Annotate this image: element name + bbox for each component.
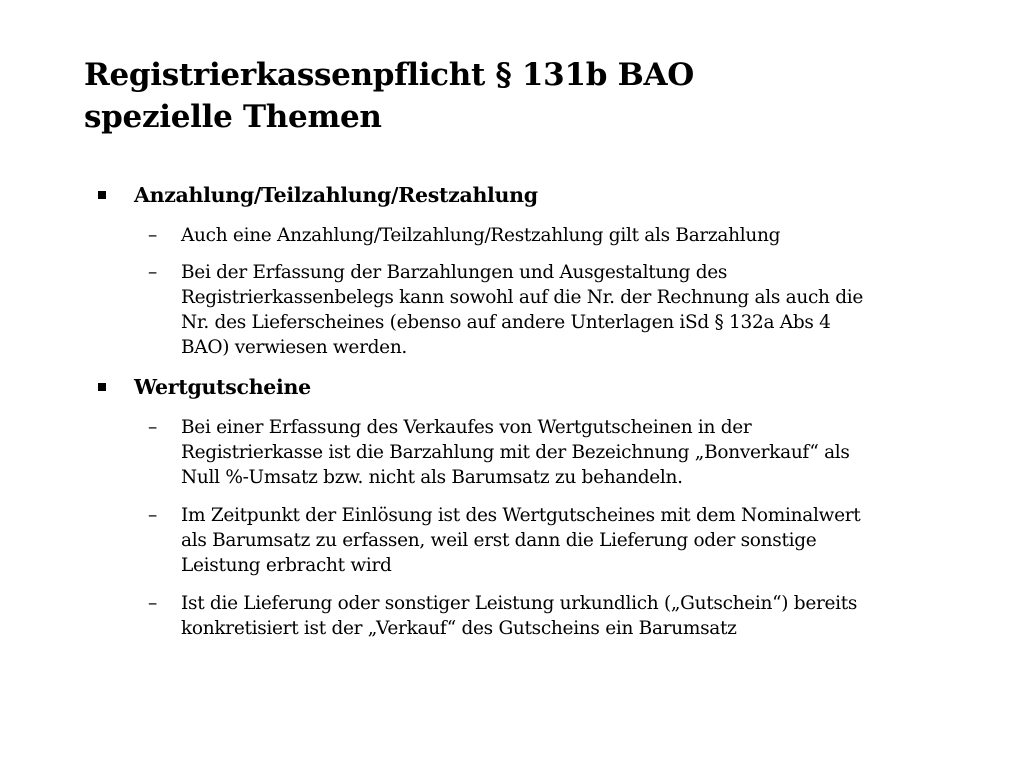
sub-item-line: Bei der Erfassung der Barzahlungen und Ausgestaltung des — [181, 262, 728, 283]
section-heading-text: Wertgutscheine — [134, 375, 311, 399]
slide-content — [98, 180, 978, 641]
slide-title — [84, 54, 694, 138]
sub-item-line: Leistung erbracht wird — [181, 555, 392, 576]
section-wertgutscheine — [98, 372, 978, 641]
dash-bullet-icon: – — [148, 593, 157, 614]
sub-item — [98, 591, 978, 641]
sub-item-line: Auch eine Anzahlung/Teilzahlung/Restzahlung gilt als Barzahlung — [181, 225, 781, 246]
square-bullet-icon — [98, 191, 106, 199]
dash-bullet-icon: – — [148, 225, 157, 246]
sub-item-line: Registrierkassenbelegs kann sowohl auf die Nr. der Rechnung als auch die — [181, 287, 864, 308]
sub-item-line: konkretisiert ist der „Verkauf“ des Gutscheins ein Barumsatz — [181, 618, 737, 639]
sub-item-line: BAO) verwiesen werden. — [181, 337, 408, 358]
sub-item-line: Registrierkasse ist die Barzahlung mit der Bezeichnung „Bonverkauf“ als — [181, 442, 850, 463]
title-line-2: spezielle Themen — [84, 99, 382, 135]
dash-bullet-icon: – — [148, 417, 157, 438]
section-heading — [98, 180, 978, 210]
sub-item — [98, 260, 978, 360]
sub-item-line: Im Zeitpunkt der Einlösung ist des Wertgutscheines mit dem Nominalwert — [181, 505, 861, 526]
dash-bullet-icon: – — [148, 262, 157, 283]
sub-item — [98, 223, 978, 248]
title-line-1: Registrierkassenpflicht § 131b BAO — [84, 57, 694, 93]
section-heading-text: Anzahlung/Teilzahlung/Restzahlung — [134, 183, 538, 207]
section-heading — [98, 372, 978, 402]
sub-item — [98, 503, 978, 578]
square-bullet-icon — [98, 383, 106, 391]
sub-item-line: Nr. des Lieferscheines (ebenso auf andere Unterlagen iSd § 132a Abs 4 — [181, 312, 831, 333]
sub-item-list — [98, 415, 978, 641]
sub-item-line: Bei einer Erfassung des Verkaufes von Wertgutscheinen in der — [181, 417, 752, 438]
sub-item-line: als Barumsatz zu erfassen, weil erst dann die Lieferung oder sonstige — [181, 530, 817, 551]
sub-item-line: Ist die Lieferung oder sonstiger Leistung urkundlich („Gutschein“) bereits — [181, 593, 858, 614]
sub-item-list — [98, 223, 978, 360]
section-anzahlung — [98, 180, 978, 360]
sub-item — [98, 415, 978, 490]
sub-item-line: Null %-Umsatz bzw. nicht als Barumsatz zu behandeln. — [181, 467, 683, 488]
dash-bullet-icon: – — [148, 505, 157, 526]
